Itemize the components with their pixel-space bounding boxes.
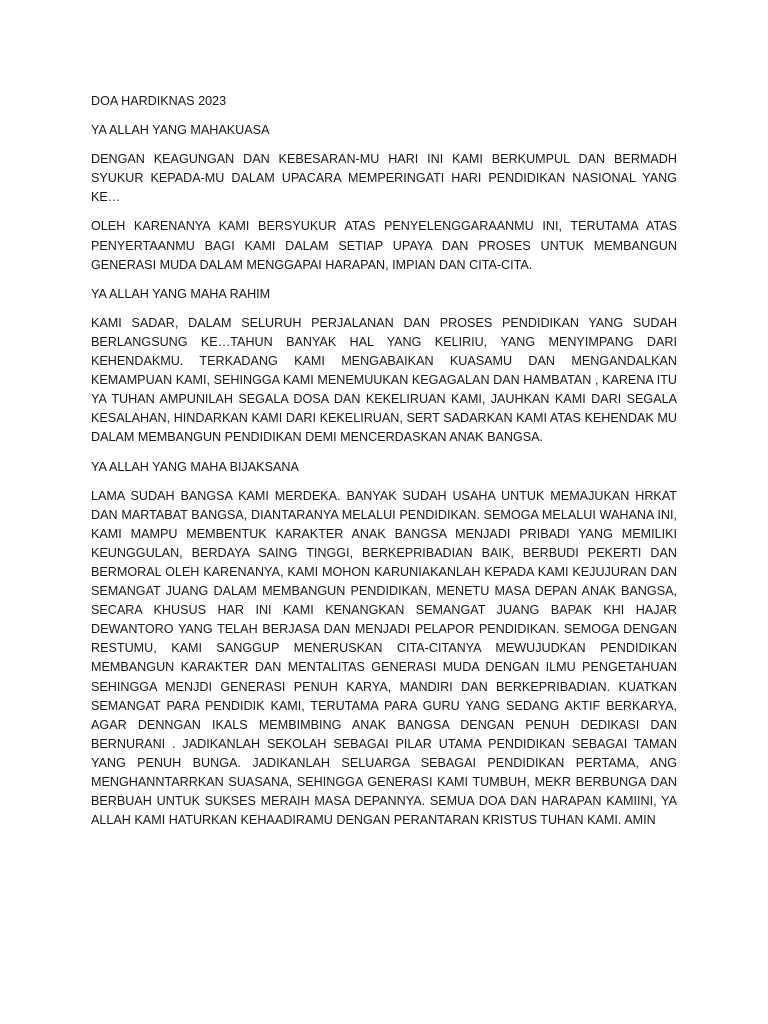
paragraph-opening: DENGAN KEAGUNGAN DAN KEBESARAN-MU HARI INI KAMI BERKUMPUL DAN BERMADH SYUKUR KEPADA-MU DALAM UPACARA MEMPERINGATI HARI PENDIDIKAN NASIONAL YANG KE…: [91, 152, 677, 205]
paragraph-confession: KAMI SADAR, DALAM SELURUH PERJALANAN DAN PROSES PENDIDIKAN YANG SUDAH BERLANGSUNG KE…TAHUN BANYAK HAL YANG KELIRIU, YANG MENYIMPANG DARI KEHENDAKMU. TERKADANG KAMI MENGABAIKAN KUASAMU DAN MENGANDALKAN KEMAMPUAN KAMI, SEHINGGA KAMI MENEMUUKAN KEGAGALAN DAN HAMBATAN , KARENA ITU YA TUHAN AMPUNILAH SEGALA DOSA DAN KEKELIRUAN KAMI, JAUHKAN KAMI DARI SEGALA KESALAHAN, HINDARKAN KAMI DARI KEKELIRUAN, SERT SADARKAN KAMI ATAS KEHENDAK MU DALAM MEMBANGUN PENDIDIKAN DEMI MENCERDASKAN ANAK BANGSA.: [91, 315, 677, 445]
document-title: DOA HARDIKNAS 2023: [91, 94, 227, 108]
section-heading-maha-rahim: YA ALLAH YANG MAHA RAHIM: [91, 286, 271, 301]
section-heading-mahakuasa: YA ALLAH YANG MAHAKUASA: [91, 123, 270, 138]
paragraph-petition: LAMA SUDAH BANGSA KAMI MERDEKA. BANYAK SUDAH USAHA UNTUK MEMAJUKAN HRKAT DAN MARTABAT BANGSA, DIANTARANYA MELALUI PENDIDIKAN. SEMOGA MELALUI WAHANA INI, KAMI MAMPU MEMBENTUK KARAKTER ANAK BANGSA MENJADI PRIBADI YANG MEMILIKI KEUNGGULAN, BERDAYA SAING TINGGI, BERKEPRIBADIAN BAIK, BERBUDI PEKERTI DAN BERMORAL OLEH KARENANYA, KAMI MOHON KARUNIAKANLAH KEPADA KAMI KEJUJURAN DAN SEMANGAT JUANG DALAM MEMBANGUN PENDIDIKAN, MENETU MASA DEPAN ANAK BANGSA, SECARA KHUSUS HAR INI KAMI KENANGKAN SEMANGAT JUANG BAPAK KHI HAJAR DEWANTORO YANG TELAH BERJASA DAN MENJADI PELAPOR PENDIDIKAN. SEMOGA DENGAN RESTUMU, KAMI SANGGUP MENERUSKAN CITA-CITANYA MEWUJUDKAN PENDIDIKAN MEMBANGUN KARAKTER DAN MENTALITAS GENERASI MUDA DENGAN ILMU PENGETAHUAN SEHINGGA MENJDI GENERASI PENUH KARYA, MANDIRI DAN BERKEPRIBADIAN. KUATKAN SEMANGAT PARA PENDIDIK KAMI, TERUTAMA PARA GURU YANG SEDANG AKTIF BERKARYA, AGAR DENNGAN IKALS MEMBIMBING ANAK BANGSA DENGAN PENUH DEDIKASI DAN BERNURANI . JADIKANLAH SEKOLAH SEBAGAI PILAR UTAMA PENDIDIKAN SEBAGAI TAMAN YANG PENUH BUNGA. JADIKANLAH SELUARGA SEBAGAI PENDIDIKAN PERTAMA, ANG MENGHANNTARRKAN SUASANA, SEHINGGA GENERASI KAMI TUMBUH, MEKR BERBUNGA DAN BERBUAH UNTUK SUKSES MERAIH MASA DEPANNYA. SEMUA DOA DAN HARAPAN KAMIINI, YA ALLAH KAMI HATURKAN KEHAADIRAMU DENGAN PERANTARAN KRISTUS TUHAN KAMI. AMIN: [91, 488, 677, 828]
document-page: [91, 92, 677, 840]
paragraph-gratitude: OLEH KARENANYA KAMI BERSYUKUR ATAS PENYELENGGARAANMU INI, TERUTAMA ATAS PENYERTAANMU BAGI KAMI DALAM SETIAP UPAYA DAN PROSES UNTUK MEMBANGUN GENERASI MUDA DALAM MENGGAPAI HARAPAN, IMPIAN DAN CITA-CITA.: [91, 219, 677, 272]
section-heading-maha-bijaksana: YA ALLAH YANG MAHA BIJAKSANA: [91, 459, 299, 474]
